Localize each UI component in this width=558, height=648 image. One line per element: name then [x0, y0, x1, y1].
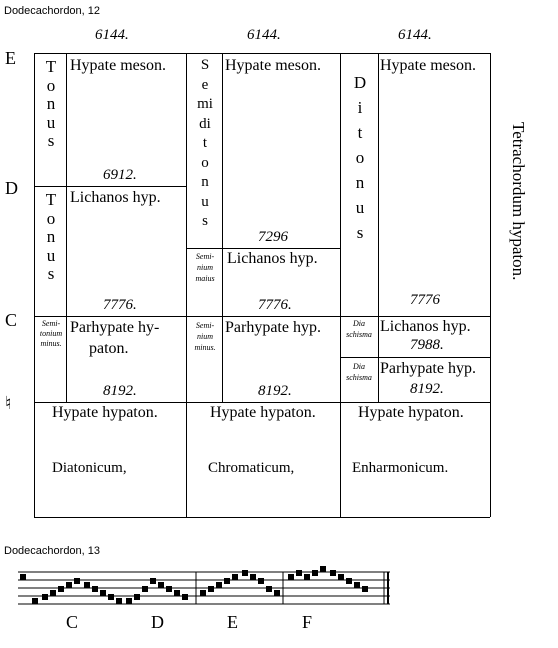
col1-bottom-note: Hypate hypaton. [52, 404, 158, 421]
col1-number-3: 8192. [103, 383, 137, 399]
col2-number-2: 7776. [258, 297, 292, 313]
col1-top-number: 6144. [95, 27, 129, 43]
col1-number-2: 7776. [103, 297, 137, 313]
col2-number-3: 8192. [258, 383, 292, 399]
row-letter-e: E [5, 48, 16, 68]
col3-note-lichanos: Lichanos hyp. [380, 318, 471, 335]
col2-interval-semitonium-maius: Semi- nium maius [195, 252, 215, 283]
staff-letter-c: C [66, 612, 79, 632]
side-title-container [506, 122, 530, 312]
staff-letter-f: F [302, 612, 313, 632]
col3-genus: Enharmonicum. [352, 460, 449, 476]
col3-note-hypate-meson: Hypate meson. [380, 57, 476, 74]
staff-letter-e: E [227, 612, 238, 632]
col1-number-1: 6912. [103, 167, 137, 183]
col3-top-number: 6144. [398, 27, 432, 43]
caption-bottom: Dodecachordon, 13 [4, 545, 101, 557]
col1-interval-semitonium: Semi- tonium minus. [39, 319, 63, 348]
col3-interval-diaschisma-1: Dia schisma [346, 319, 372, 339]
col3-bottom-note: Hypate hypaton. [358, 404, 464, 421]
col1-note-parhypate-b: paton. [89, 340, 129, 357]
col3-interval-diaschisma-2: Dia schisma [346, 362, 372, 382]
side-title: Tetrachordum hypaton. [509, 122, 528, 281]
col3-number-1: 7776 [410, 292, 440, 308]
music-staff [0, 560, 400, 610]
col3-interval-ditonus: D i t o n u s [353, 73, 367, 242]
row-letter-d: D [5, 178, 18, 198]
col2-interval-semiditonus: S e mi di t o n u s [197, 57, 213, 229]
col2-note-hypate-meson: Hypate meson. [225, 57, 321, 74]
col1-note-parhypate-a: Parhypate hy- [70, 319, 160, 336]
row-letter-b: ♮ [5, 393, 12, 413]
col1-note-hypate-meson: Hypate meson. [70, 57, 166, 74]
col1-note-lichanos: Lichanos hyp. [70, 189, 161, 206]
col1-genus: Diatonicum, [52, 460, 127, 476]
caption-top: Dodecachordon, 12 [4, 5, 101, 17]
staff-letter-d: D [151, 612, 164, 632]
col1-interval-tonus-2: T o n u s [45, 190, 57, 283]
col3-number-3: 8192. [410, 381, 444, 397]
col3-note-parhypate: Parhypate hyp. [380, 360, 476, 377]
row-letter-c: C [5, 310, 18, 330]
col3-number-2: 7988. [410, 337, 444, 353]
col2-number-1: 7296 [258, 229, 288, 245]
col2-note-lichanos: Lichanos hyp. [227, 250, 318, 267]
col2-genus: Chromaticum, [208, 460, 295, 476]
col2-interval-semitonium-minus: Semi- nium minus. [194, 321, 216, 352]
col2-note-parhypate: Parhypate hyp. [225, 319, 321, 336]
col2-bottom-note: Hypate hypaton. [210, 404, 316, 421]
col2-top-number: 6144. [247, 27, 281, 43]
col1-interval-tonus-1: T o n u s [45, 57, 57, 150]
